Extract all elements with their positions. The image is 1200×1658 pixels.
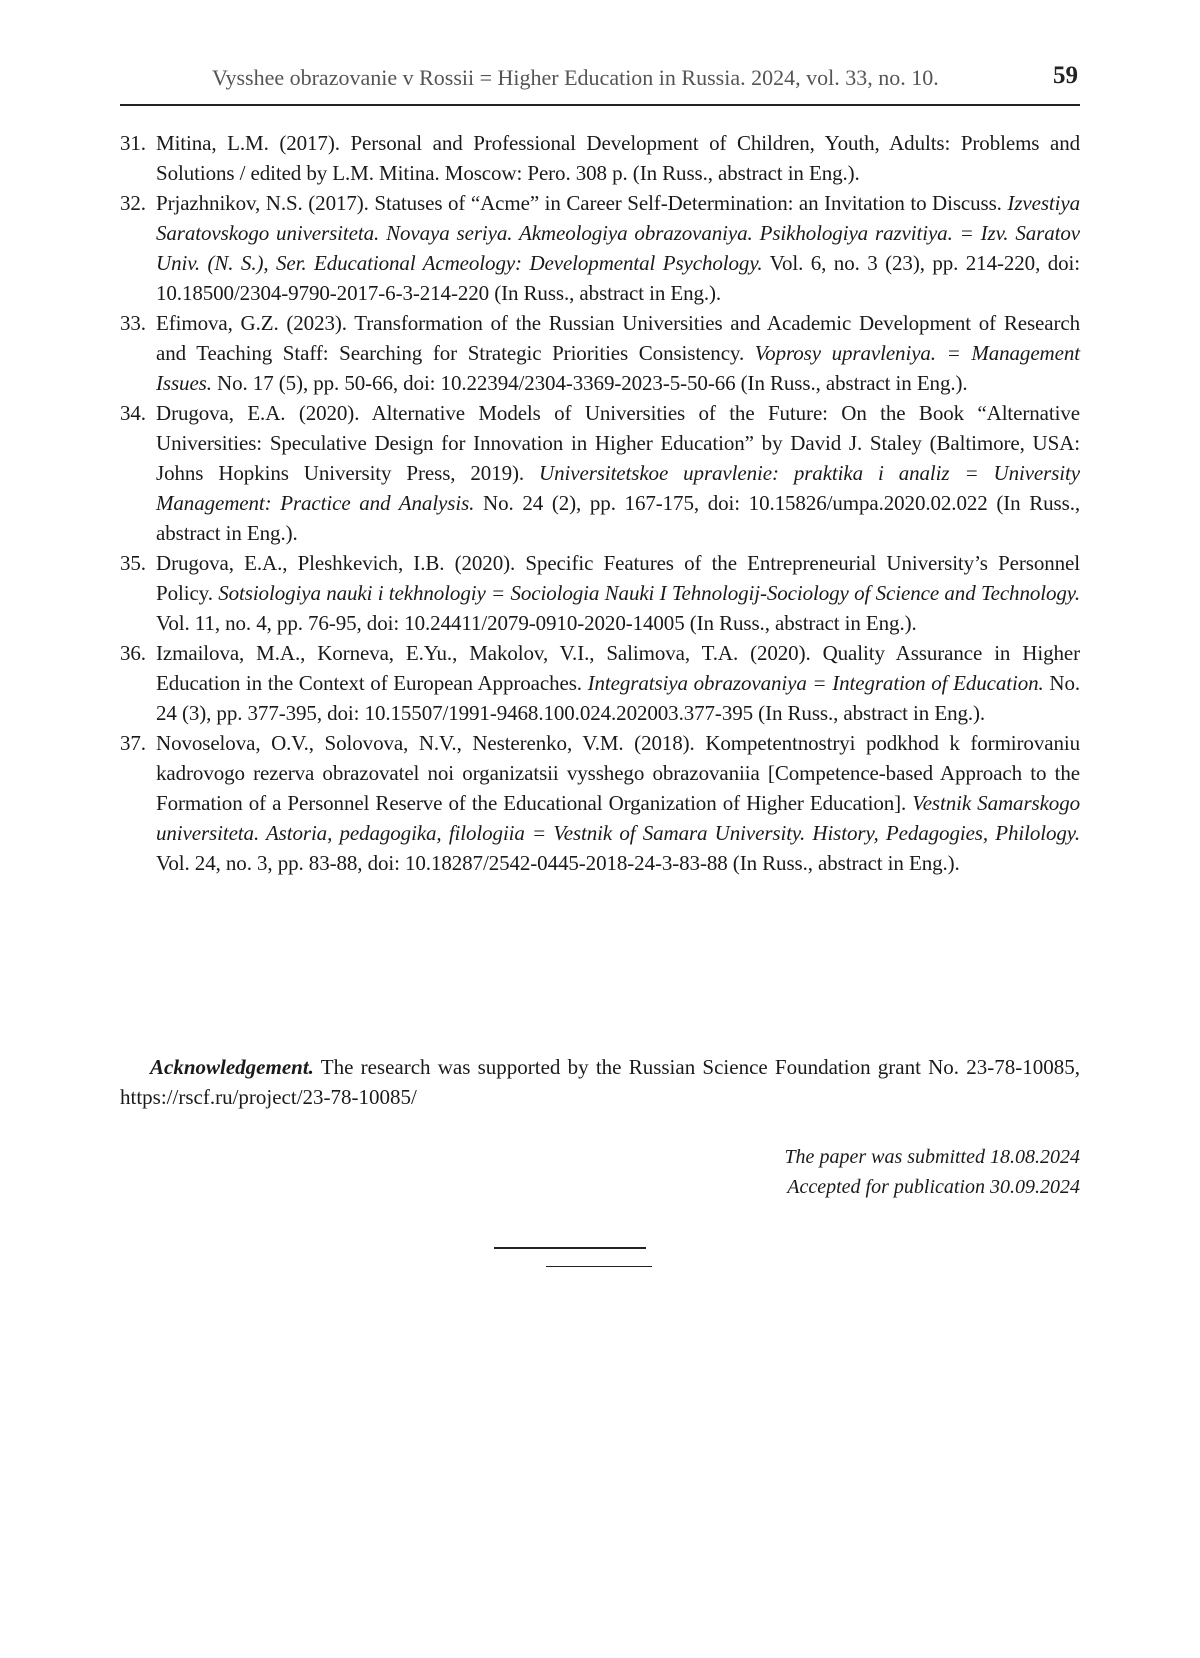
reference-number: 33.: [120, 311, 146, 335]
reference-text: Mitina, L.M. (2017). Personal and Professional Development of Children, Youth, Adults: Problems and Solutions / edited by L.M. Mitina. Moscow: Pero. 308 p. (In Russ., abstract in Eng.).: [156, 131, 1080, 185]
end-rule: [494, 1247, 646, 1249]
reference-number: 35.: [120, 551, 146, 575]
reference-details: No. 17 (5), pp. 50-66, doi: 10.22394/2304-3369-2023-5-50-66 (In Russ., abstract in Eng.).: [217, 371, 968, 395]
reference-text: Prjazhnikov, N.S. (2017). Statuses of “Acme” in Career Self-Determination: an Invitation to Discuss.: [156, 191, 1002, 215]
page-number: 59: [1053, 62, 1078, 89]
reference-journal: Integratsiya obrazovaniya = Integration of Education.: [587, 671, 1044, 695]
reference-details: No. 24 (3), pp. 377-395, doi: 10.15507/1991-9468.100.024.202003.377-395 (In Russ., abstract in Eng.).: [156, 671, 1081, 725]
reference-text: Efimova, G.Z. (2023). Transformation of the Russian Universities and Academic Development of Research and Teaching Staff: Searching for Strategic Priorities Consistency.: [156, 311, 1080, 365]
reference-text: Drugova, E.A. (2020). Alternative Models of Universities of the Future: On the Book “Alternative Universities: Speculative Design for Innovation in Higher Education” by David J. Staley (Baltimore, USA: Johns Hopkins University Press, 2019).: [156, 401, 1080, 485]
reference-journal: Izvestiya Saratovskogo universiteta. Novaya seriya. Akmeologiya obrazovaniya. Psikhologiya razvitiya. = Izv. Saratov Univ. (N. S.), Ser. Educational Acmeology: Developmental Psychology.: [156, 191, 1080, 275]
reference-journal: Vestnik Samarskogo universiteta. Astoria, pedagogika, filologiia = Vestnik of Samara University. History, Pedagogies, Philology.: [156, 791, 1081, 845]
reference-text: Novoselova, O.V., Solovova, N.V., Nesterenko, V.M. (2018). Kompetentnostryi podkhod k formirovaniu kadrovogo rezerva obrazovatel noi organizatsii vysshego obrazovaniia [Competence-based Approach to the Formation of a Personnel Reserve of the Educational Organization of Higher Education].: [156, 731, 1080, 815]
reference-item: [120, 638, 1080, 728]
reference-journal: Universitetskoe upravlenie: praktika i analiz = University Management: Practice and Analysis.: [156, 461, 1080, 515]
page-header: [120, 56, 1080, 106]
submission-dates: [784, 1142, 1080, 1202]
reference-details: No. 24 (2), pp. 167-175, doi: 10.15826/umpa.2020.02.022 (In Russ., abstract in Eng.).: [156, 491, 1081, 545]
end-rule-short: [546, 1266, 652, 1267]
reference-item: [120, 188, 1080, 308]
reference-number: 32.: [120, 191, 146, 215]
reference-list: [120, 128, 1080, 878]
reference-number: 34.: [120, 401, 146, 425]
running-head: Vysshee obrazovanie v Rossii = Higher Education in Russia. 2024, vol. 33, no. 10.: [212, 65, 939, 90]
reference-details: Vol. 24, no. 3, pp. 83-88, doi: 10.18287/2542-0445-2018-24-3-83-88 (In Russ., abstract in Eng.).: [156, 851, 960, 875]
reference-item: [120, 548, 1080, 638]
reference-details: Vol. 6, no. 3 (23), pp. 214-220, doi: 10.18500/2304-9790-2017-6-3-214-220 (In Russ., abstract in Eng.).: [156, 251, 1080, 305]
reference-text: Drugova, E.A., Pleshkevich, I.B. (2020). Specific Features of the Entrepreneurial University’s Personnel Policy.: [156, 551, 1080, 605]
acknowledgement-label: Acknowledgement.: [150, 1055, 314, 1079]
reference-number: 37.: [120, 731, 146, 755]
accepted-date: Accepted for publication 30.09.2024: [787, 1176, 1080, 1198]
reference-journal: Voprosy upravleniya. = Management Issues.: [156, 341, 1080, 395]
reference-item: [120, 398, 1080, 548]
reference-item: [120, 308, 1080, 398]
acknowledgement-text: The research was supported by the Russian Science Foundation grant No. 23-78-10085, https://rscf.ru/project/23-78-10085/: [120, 1055, 1080, 1109]
reference-journal: Sotsiologiya nauki i tekhnologiy = Sociologia Nauki I Tehnologij-Sociology of Science and Technology.: [218, 581, 1080, 605]
reference-item: [120, 728, 1080, 878]
reference-number: 31.: [120, 131, 146, 155]
reference-item: [120, 128, 1080, 188]
reference-text: Izmailova, M.A., Korneva, E.Yu., Makolov, V.I., Salimova, T.A. (2020). Quality Assurance in Higher Education in the Context of European Approaches.: [156, 641, 1080, 695]
submitted-date: The paper was submitted 18.08.2024: [784, 1146, 1080, 1168]
reference-number: 36.: [120, 641, 146, 665]
acknowledgement: [120, 1052, 1080, 1112]
reference-details: Vol. 11, no. 4, pp. 76-95, doi: 10.24411/2079-0910-2020-14005 (In Russ., abstract in Eng.).: [156, 611, 917, 635]
